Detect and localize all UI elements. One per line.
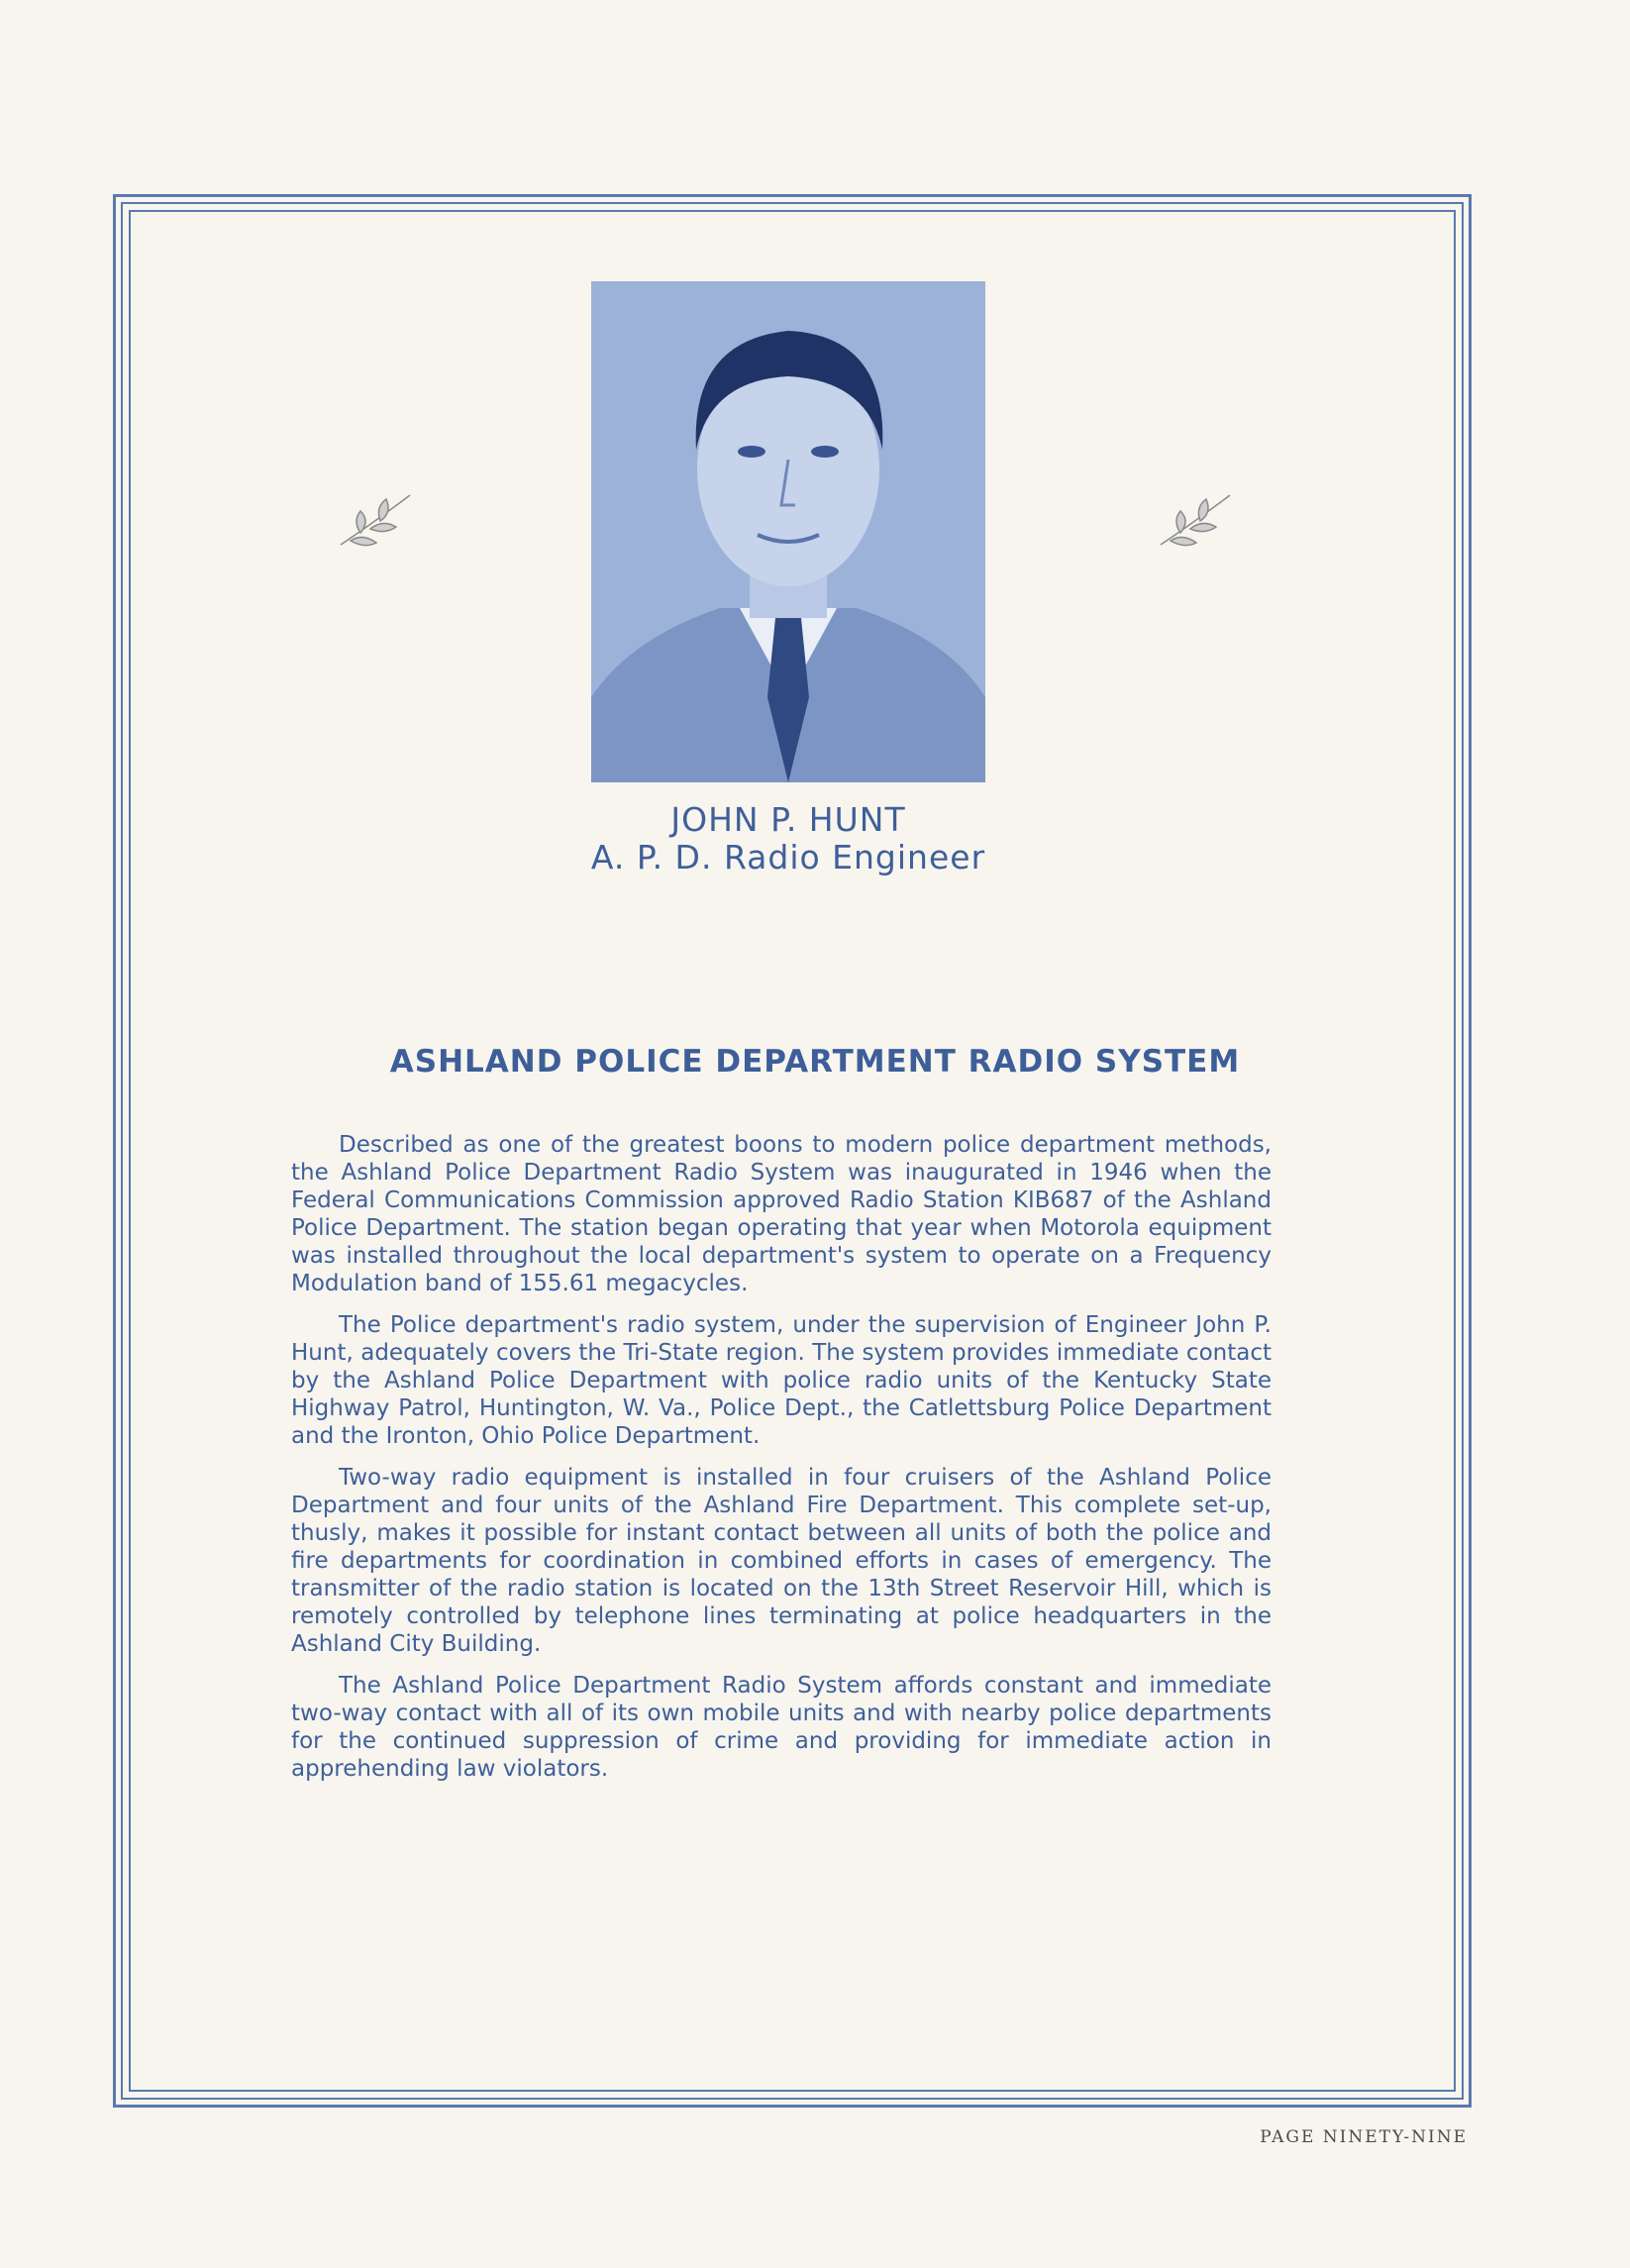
article-paragraph: The Ashland Police Department Radio System affords constant and immediate two-way contact with all of its own mobile units and with nearby police departments for the continued suppression of crime and providing for immediate action in apprehending law violators. — [291, 1673, 1272, 1782]
article-body — [291, 1131, 1272, 1797]
article-paragraph: Described as one of the greatest boons to modern police department methods, the Ashland Police Department Radio System was inaugurated in 1946 when the Federal Communications Commission approved Radio Station KIB687 of the Ashland Police Department. The station began operating that year when Motorola equipment was installed throughout the local department's system to operate on a Frequency Modulation band of 155.61 megacycles. — [291, 1132, 1272, 1296]
portrait-title: A. P. D. Radio Engineer — [590, 838, 986, 876]
portrait-name: JOHN P. HUNT — [670, 800, 906, 839]
article-heading: ASHLAND POLICE DEPARTMENT RADIO SYSTEM — [389, 1044, 1241, 1080]
portrait-illustration — [591, 281, 985, 782]
leaf-sprig-ornament-left — [331, 485, 420, 555]
article-paragraph: The Police department's radio system, under the supervision of Engineer John P. Hunt, adequately covers the Tri-State region. The system provides immediate contact by the Ashland Police Department with police radio units of the Kentucky State Highway Patrol, Huntington, W. Va., Police Dept., the Catlettsburg Police Department and the Ironton, Ohio Police Department. — [291, 1312, 1272, 1449]
article-paragraph: Two-way radio equipment is installed in four cruisers of the Ashland Police Department and four units of the Ashland Fire Department. This complete set-up, thusly, makes it possible for instant contact between all units of both the police and fire departments for coordination in combined efforts in cases of emergency. The transmitter of the radio station is located on the 13th Street Reservoir Hill, which is remotely controlled by telephone lines terminating at police headquarters in the Ashland City Building. — [291, 1465, 1272, 1657]
leaf-sprig-ornament-right — [1151, 485, 1240, 555]
portrait-photo — [591, 281, 985, 782]
page-number: PAGE NINETY-NINE — [1260, 2127, 1468, 2147]
